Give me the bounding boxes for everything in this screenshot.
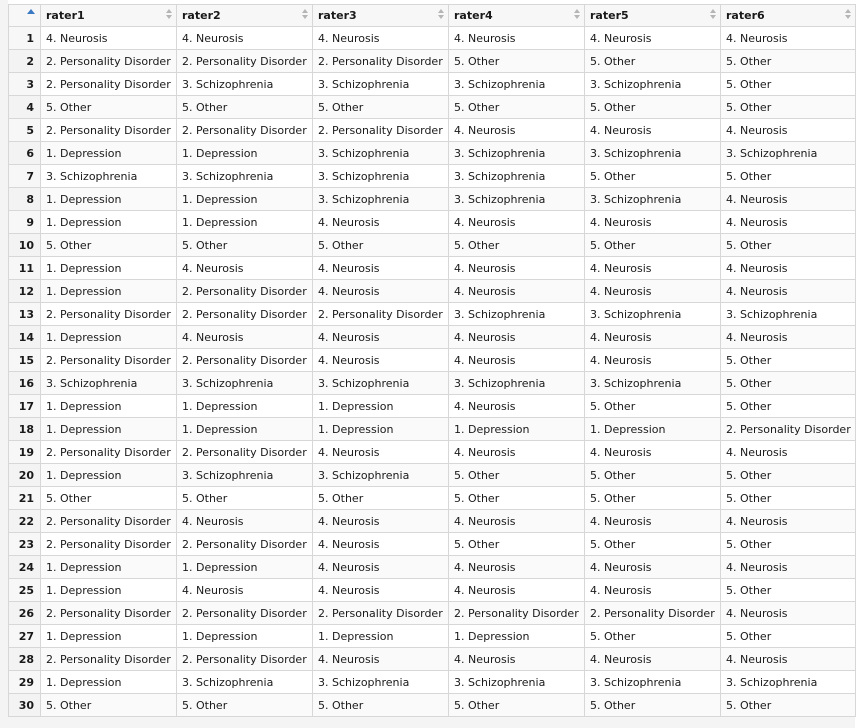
table-cell[interactable]: 2. Personality Disorder xyxy=(41,119,177,142)
sort-up-arrow-icon xyxy=(710,9,716,13)
table-cell[interactable]: 4. Neurosis xyxy=(449,441,585,464)
table-cell[interactable]: 5. Other xyxy=(449,464,585,487)
table-cell[interactable]: 2. Personality Disorder xyxy=(449,602,585,625)
table-cell[interactable]: 5. Other xyxy=(721,96,856,119)
table-cell[interactable]: 2. Personality Disorder xyxy=(721,418,856,441)
table-cell[interactable]: 4. Neurosis xyxy=(449,257,585,280)
table-cell[interactable]: 4. Neurosis xyxy=(721,119,856,142)
table-cell[interactable]: 4. Neurosis xyxy=(449,579,585,602)
table-cell[interactable]: 1. Depression xyxy=(177,188,313,211)
table-cell[interactable]: 4. Neurosis xyxy=(721,648,856,671)
table-row xyxy=(9,372,856,395)
row-number: 7 xyxy=(9,165,41,188)
table-cell[interactable]: 4. Neurosis xyxy=(313,441,449,464)
row-number: 3 xyxy=(9,73,41,96)
table-cell[interactable]: 5. Other xyxy=(41,694,177,717)
table-cell[interactable]: 5. Other xyxy=(177,96,313,119)
table-cell[interactable]: 3. Schizophrenia xyxy=(313,464,449,487)
sort-down-arrow-icon xyxy=(438,15,444,19)
row-number: 29 xyxy=(9,671,41,694)
table-cell[interactable]: 2. Personality Disorder xyxy=(177,533,313,556)
table-cell[interactable]: 1. Depression xyxy=(313,625,449,648)
table-cell[interactable]: 2. Personality Disorder xyxy=(177,119,313,142)
table-cell[interactable]: 5. Other xyxy=(585,96,721,119)
sort-icon[interactable] xyxy=(302,9,308,19)
table-cell[interactable]: 5. Other xyxy=(585,464,721,487)
table-cell[interactable]: 4. Neurosis xyxy=(449,395,585,418)
sort-up-arrow-icon xyxy=(574,9,580,13)
table-row xyxy=(9,142,856,165)
table-cell[interactable]: 5. Other xyxy=(721,50,856,73)
table-cell[interactable]: 3. Schizophrenia xyxy=(313,671,449,694)
grid-body xyxy=(9,27,856,717)
table-cell[interactable]: 4. Neurosis xyxy=(449,119,585,142)
table-cell[interactable]: 3. Schizophrenia xyxy=(721,671,856,694)
table-cell[interactable]: 4. Neurosis xyxy=(177,579,313,602)
table-cell[interactable]: 4. Neurosis xyxy=(449,349,585,372)
table-cell[interactable]: 2. Personality Disorder xyxy=(585,602,721,625)
sort-down-arrow-icon xyxy=(574,15,580,19)
table-cell[interactable]: 2. Personality Disorder xyxy=(313,602,449,625)
table-cell[interactable]: 1. Depression xyxy=(41,211,177,234)
row-number: 28 xyxy=(9,648,41,671)
table-cell[interactable]: 3. Schizophrenia xyxy=(177,671,313,694)
table-row xyxy=(9,165,856,188)
table-cell[interactable]: 5. Other xyxy=(449,96,585,119)
table-cell[interactable]: 4. Neurosis xyxy=(585,119,721,142)
table-cell[interactable]: 1. Depression xyxy=(41,464,177,487)
table-cell[interactable]: 1. Depression xyxy=(41,280,177,303)
table-cell[interactable]: 2. Personality Disorder xyxy=(41,441,177,464)
table-cell[interactable]: 1. Depression xyxy=(313,395,449,418)
row-number: 25 xyxy=(9,579,41,602)
horizontal-scrollbar[interactable] xyxy=(8,717,855,728)
table-cell[interactable]: 2. Personality Disorder xyxy=(41,349,177,372)
table-cell[interactable]: 2. Personality Disorder xyxy=(177,602,313,625)
sort-ascending-icon[interactable] xyxy=(27,9,35,14)
row-number: 17 xyxy=(9,395,41,418)
sort-up-arrow-icon xyxy=(302,9,308,13)
table-cell[interactable]: 4. Neurosis xyxy=(449,648,585,671)
row-number: 22 xyxy=(9,510,41,533)
table-cell[interactable]: 3. Schizophrenia xyxy=(585,188,721,211)
table-cell[interactable]: 4. Neurosis xyxy=(449,27,585,50)
table-cell[interactable]: 5. Other xyxy=(721,372,856,395)
table-cell[interactable]: 2. Personality Disorder xyxy=(177,50,313,73)
table-cell[interactable]: 2. Personality Disorder xyxy=(177,349,313,372)
table-cell[interactable]: 5. Other xyxy=(585,694,721,717)
table-cell[interactable]: 3. Schizophrenia xyxy=(449,142,585,165)
column-header-label: rater3 xyxy=(318,9,357,22)
table-cell[interactable]: 5. Other xyxy=(585,234,721,257)
table-cell[interactable]: 3. Schizophrenia xyxy=(449,303,585,326)
table-row xyxy=(9,234,856,257)
table-cell[interactable]: 1. Depression xyxy=(313,418,449,441)
table-cell[interactable]: 1. Depression xyxy=(41,395,177,418)
column-header-1[interactable] xyxy=(41,5,177,27)
table-cell[interactable]: 5. Other xyxy=(449,234,585,257)
table-row xyxy=(9,96,856,119)
table-cell[interactable]: 4. Neurosis xyxy=(721,211,856,234)
column-header-4[interactable] xyxy=(449,5,585,27)
row-number: 14 xyxy=(9,326,41,349)
table-cell[interactable]: 5. Other xyxy=(177,234,313,257)
table-cell[interactable]: 5. Other xyxy=(585,395,721,418)
table-cell[interactable]: 4. Neurosis xyxy=(313,533,449,556)
column-header-6[interactable] xyxy=(721,5,856,27)
table-row xyxy=(9,602,856,625)
table-cell[interactable]: 4. Neurosis xyxy=(449,211,585,234)
table-cell[interactable]: 2. Personality Disorder xyxy=(41,510,177,533)
table-cell[interactable]: 1. Depression xyxy=(177,142,313,165)
table-cell[interactable]: 4. Neurosis xyxy=(177,326,313,349)
table-row xyxy=(9,349,856,372)
sort-icon[interactable] xyxy=(710,9,716,19)
table-cell[interactable]: 2. Personality Disorder xyxy=(41,648,177,671)
table-cell[interactable]: 5. Other xyxy=(313,234,449,257)
table-cell[interactable]: 4. Neurosis xyxy=(585,579,721,602)
table-cell[interactable]: 1. Depression xyxy=(41,671,177,694)
table-cell[interactable]: 1. Depression xyxy=(585,418,721,441)
table-cell[interactable]: 2. Personality Disorder xyxy=(177,303,313,326)
table-row xyxy=(9,464,856,487)
table-row xyxy=(9,418,856,441)
table-cell[interactable]: 2. Personality Disorder xyxy=(313,303,449,326)
table-cell[interactable]: 4. Neurosis xyxy=(177,510,313,533)
table-cell[interactable]: 5. Other xyxy=(721,533,856,556)
table-cell[interactable]: 4. Neurosis xyxy=(721,188,856,211)
row-number: 30 xyxy=(9,694,41,717)
table-cell[interactable]: 5. Other xyxy=(313,96,449,119)
table-cell[interactable]: 3. Schizophrenia xyxy=(177,372,313,395)
table-cell[interactable]: 3. Schizophrenia xyxy=(313,142,449,165)
table-row xyxy=(9,326,856,349)
table-cell[interactable]: 5. Other xyxy=(585,625,721,648)
table-cell[interactable]: 5. Other xyxy=(41,234,177,257)
table-cell[interactable]: 4. Neurosis xyxy=(585,27,721,50)
table-cell[interactable]: 4. Neurosis xyxy=(177,27,313,50)
table-cell[interactable]: 5. Other xyxy=(585,533,721,556)
table-cell[interactable]: 3. Schizophrenia xyxy=(585,73,721,96)
table-cell[interactable]: 2. Personality Disorder xyxy=(313,119,449,142)
table-row xyxy=(9,510,856,533)
table-cell[interactable]: 4. Neurosis xyxy=(721,257,856,280)
table-cell[interactable]: 2. Personality Disorder xyxy=(41,602,177,625)
table-cell[interactable]: 5. Other xyxy=(721,579,856,602)
row-number: 6 xyxy=(9,142,41,165)
row-number: 8 xyxy=(9,188,41,211)
table-cell[interactable]: 3. Schizophrenia xyxy=(177,165,313,188)
table-cell[interactable]: 3. Schizophrenia xyxy=(585,303,721,326)
row-number: 10 xyxy=(9,234,41,257)
table-cell[interactable]: 2. Personality Disorder xyxy=(177,280,313,303)
table-cell[interactable]: 1. Depression xyxy=(41,188,177,211)
table-row xyxy=(9,211,856,234)
table-row xyxy=(9,27,856,50)
table-cell[interactable]: 5. Other xyxy=(313,694,449,717)
table-cell[interactable]: 1. Depression xyxy=(177,418,313,441)
column-header-label: rater6 xyxy=(726,9,765,22)
table-cell[interactable]: 4. Neurosis xyxy=(721,326,856,349)
table-cell[interactable]: 3. Schizophrenia xyxy=(313,188,449,211)
table-row xyxy=(9,395,856,418)
table-cell[interactable]: 4. Neurosis xyxy=(585,326,721,349)
table-row xyxy=(9,441,856,464)
table-row xyxy=(9,487,856,510)
table-cell[interactable]: 4. Neurosis xyxy=(449,326,585,349)
table-cell[interactable]: 5. Other xyxy=(313,487,449,510)
table-cell[interactable]: 5. Other xyxy=(449,50,585,73)
table-cell[interactable]: 4. Neurosis xyxy=(313,349,449,372)
sort-icon[interactable] xyxy=(166,9,172,19)
table-cell[interactable]: 3. Schizophrenia xyxy=(449,372,585,395)
row-number: 21 xyxy=(9,487,41,510)
table-cell[interactable]: 4. Neurosis xyxy=(585,510,721,533)
table-row xyxy=(9,671,856,694)
table-cell[interactable]: 1. Depression xyxy=(41,257,177,280)
table-cell[interactable]: 4. Neurosis xyxy=(313,211,449,234)
sort-icon[interactable] xyxy=(438,9,444,19)
table-cell[interactable]: 3. Schizophrenia xyxy=(313,372,449,395)
row-number: 15 xyxy=(9,349,41,372)
table-cell[interactable]: 2. Personality Disorder xyxy=(41,73,177,96)
table-cell[interactable]: 1. Depression xyxy=(177,211,313,234)
table-cell[interactable]: 5. Other xyxy=(41,96,177,119)
table-cell[interactable]: 2. Personality Disorder xyxy=(41,303,177,326)
table-cell[interactable]: 3. Schizophrenia xyxy=(449,671,585,694)
table-cell[interactable]: 4. Neurosis xyxy=(313,326,449,349)
row-number: 20 xyxy=(9,464,41,487)
column-header-label: rater5 xyxy=(590,9,629,22)
table-cell[interactable]: 4. Neurosis xyxy=(585,280,721,303)
sort-up-arrow-icon xyxy=(845,9,851,13)
table-cell[interactable]: 4. Neurosis xyxy=(177,257,313,280)
table-row xyxy=(9,303,856,326)
table-cell[interactable]: 5. Other xyxy=(449,487,585,510)
table-cell[interactable]: 5. Other xyxy=(721,487,856,510)
table-cell[interactable]: 4. Neurosis xyxy=(313,257,449,280)
table-cell[interactable]: 4. Neurosis xyxy=(449,556,585,579)
table-row xyxy=(9,257,856,280)
table-cell[interactable]: 4. Neurosis xyxy=(449,280,585,303)
sort-down-arrow-icon xyxy=(302,15,308,19)
table-cell[interactable]: 3. Schizophrenia xyxy=(41,372,177,395)
table-cell[interactable]: 3. Schizophrenia xyxy=(177,73,313,96)
row-number: 4 xyxy=(9,96,41,119)
table-cell[interactable]: 2. Personality Disorder xyxy=(313,50,449,73)
table-cell[interactable]: 1. Depression xyxy=(41,418,177,441)
table-cell[interactable]: 3. Schizophrenia xyxy=(721,142,856,165)
row-index-header[interactable] xyxy=(9,5,41,27)
row-number: 2 xyxy=(9,50,41,73)
table-cell[interactable]: 4. Neurosis xyxy=(585,648,721,671)
table-cell[interactable]: 3. Schizophrenia xyxy=(449,165,585,188)
table-cell[interactable]: 5. Other xyxy=(177,487,313,510)
table-cell[interactable]: 1. Depression xyxy=(449,625,585,648)
table-cell[interactable]: 4. Neurosis xyxy=(721,441,856,464)
table-cell[interactable]: 4. Neurosis xyxy=(313,280,449,303)
table-cell[interactable]: 1. Depression xyxy=(41,579,177,602)
table-cell[interactable]: 5. Other xyxy=(449,694,585,717)
table-cell[interactable]: 4. Neurosis xyxy=(313,27,449,50)
column-header-2[interactable] xyxy=(177,5,313,27)
table-row xyxy=(9,625,856,648)
table-row xyxy=(9,50,856,73)
table-row xyxy=(9,579,856,602)
sort-down-arrow-icon xyxy=(710,15,716,19)
table-cell[interactable]: 1. Depression xyxy=(41,142,177,165)
table-cell[interactable]: 4. Neurosis xyxy=(585,556,721,579)
table-cell[interactable]: 2. Personality Disorder xyxy=(41,533,177,556)
table-cell[interactable]: 3. Schizophrenia xyxy=(449,73,585,96)
table-cell[interactable]: 3. Schizophrenia xyxy=(585,671,721,694)
row-number: 18 xyxy=(9,418,41,441)
table-cell[interactable]: 4. Neurosis xyxy=(313,648,449,671)
column-header-label: rater2 xyxy=(182,9,221,22)
table-cell[interactable]: 5. Other xyxy=(721,165,856,188)
column-header-5[interactable] xyxy=(585,5,721,27)
table-cell[interactable]: 3. Schizophrenia xyxy=(177,464,313,487)
row-number: 12 xyxy=(9,280,41,303)
row-number: 27 xyxy=(9,625,41,648)
table-cell[interactable]: 1. Depression xyxy=(177,395,313,418)
table-cell[interactable]: 5. Other xyxy=(585,165,721,188)
column-header-label: rater1 xyxy=(46,9,85,22)
row-number: 26 xyxy=(9,602,41,625)
table-row xyxy=(9,188,856,211)
table-cell[interactable]: 4. Neurosis xyxy=(721,556,856,579)
table-cell[interactable]: 5. Other xyxy=(721,625,856,648)
table-row xyxy=(9,280,856,303)
table-row xyxy=(9,694,856,717)
table-cell[interactable]: 4. Neurosis xyxy=(313,556,449,579)
sort-down-arrow-icon xyxy=(845,15,851,19)
table-cell[interactable]: 3. Schizophrenia xyxy=(313,165,449,188)
table-cell[interactable]: 3. Schizophrenia xyxy=(313,73,449,96)
column-header-3[interactable] xyxy=(313,5,449,27)
table-cell[interactable]: 3. Schizophrenia xyxy=(449,188,585,211)
table-cell[interactable]: 3. Schizophrenia xyxy=(721,303,856,326)
table-cell[interactable]: 5. Other xyxy=(41,487,177,510)
table-cell[interactable]: 1. Depression xyxy=(449,418,585,441)
table-cell[interactable]: 4. Neurosis xyxy=(585,211,721,234)
row-number: 9 xyxy=(9,211,41,234)
table-cell[interactable]: 5. Other xyxy=(721,73,856,96)
data-grid xyxy=(8,4,856,717)
table-cell[interactable]: 4. Neurosis xyxy=(449,510,585,533)
sort-icon[interactable] xyxy=(574,9,580,19)
sort-up-arrow-icon xyxy=(438,9,444,13)
header-row xyxy=(9,5,856,27)
table-cell[interactable]: 5. Other xyxy=(721,694,856,717)
table-cell[interactable]: 4. Neurosis xyxy=(721,602,856,625)
table-cell[interactable]: 1. Depression xyxy=(41,625,177,648)
row-number: 23 xyxy=(9,533,41,556)
table-cell[interactable]: 3. Schizophrenia xyxy=(585,142,721,165)
row-number: 5 xyxy=(9,119,41,142)
table-cell[interactable]: 2. Personality Disorder xyxy=(177,648,313,671)
table-row xyxy=(9,648,856,671)
table-cell[interactable]: 4. Neurosis xyxy=(721,27,856,50)
table-cell[interactable]: 5. Other xyxy=(585,487,721,510)
table-cell[interactable]: 2. Personality Disorder xyxy=(177,441,313,464)
row-number: 11 xyxy=(9,257,41,280)
table-cell[interactable]: 5. Other xyxy=(177,694,313,717)
table-cell[interactable]: 4. Neurosis xyxy=(721,510,856,533)
sort-down-arrow-icon xyxy=(166,15,172,19)
table-cell[interactable]: 3. Schizophrenia xyxy=(41,165,177,188)
table-cell[interactable]: 2. Personality Disorder xyxy=(41,50,177,73)
table-row xyxy=(9,556,856,579)
sort-up-arrow-icon xyxy=(166,9,172,13)
table-cell[interactable]: 1. Depression xyxy=(177,556,313,579)
column-header-label: rater4 xyxy=(454,9,493,22)
table-cell[interactable]: 4. Neurosis xyxy=(721,280,856,303)
table-cell[interactable]: 4. Neurosis xyxy=(313,510,449,533)
row-number: 16 xyxy=(9,372,41,395)
row-number: 19 xyxy=(9,441,41,464)
table-cell[interactable]: 5. Other xyxy=(721,464,856,487)
table-cell[interactable]: 4. Neurosis xyxy=(41,27,177,50)
table-cell[interactable]: 1. Depression xyxy=(41,556,177,579)
table-cell[interactable]: 5. Other xyxy=(721,234,856,257)
table-cell[interactable]: 5. Other xyxy=(721,395,856,418)
table-cell[interactable]: 5. Other xyxy=(721,349,856,372)
table-cell[interactable]: 4. Neurosis xyxy=(313,579,449,602)
table-cell[interactable]: 1. Depression xyxy=(41,326,177,349)
table-row xyxy=(9,73,856,96)
table-cell[interactable]: 4. Neurosis xyxy=(585,349,721,372)
table-cell[interactable]: 3. Schizophrenia xyxy=(585,372,721,395)
table-row xyxy=(9,119,856,142)
table-cell[interactable]: 4. Neurosis xyxy=(585,257,721,280)
row-number: 24 xyxy=(9,556,41,579)
row-number: 1 xyxy=(9,27,41,50)
table-row xyxy=(9,533,856,556)
sort-icon[interactable] xyxy=(845,9,851,19)
table-cell[interactable]: 5. Other xyxy=(585,50,721,73)
left-gutter xyxy=(0,0,8,728)
table-cell[interactable]: 5. Other xyxy=(449,533,585,556)
row-number: 13 xyxy=(9,303,41,326)
table-cell[interactable]: 4. Neurosis xyxy=(585,441,721,464)
table-cell[interactable]: 1. Depression xyxy=(177,625,313,648)
